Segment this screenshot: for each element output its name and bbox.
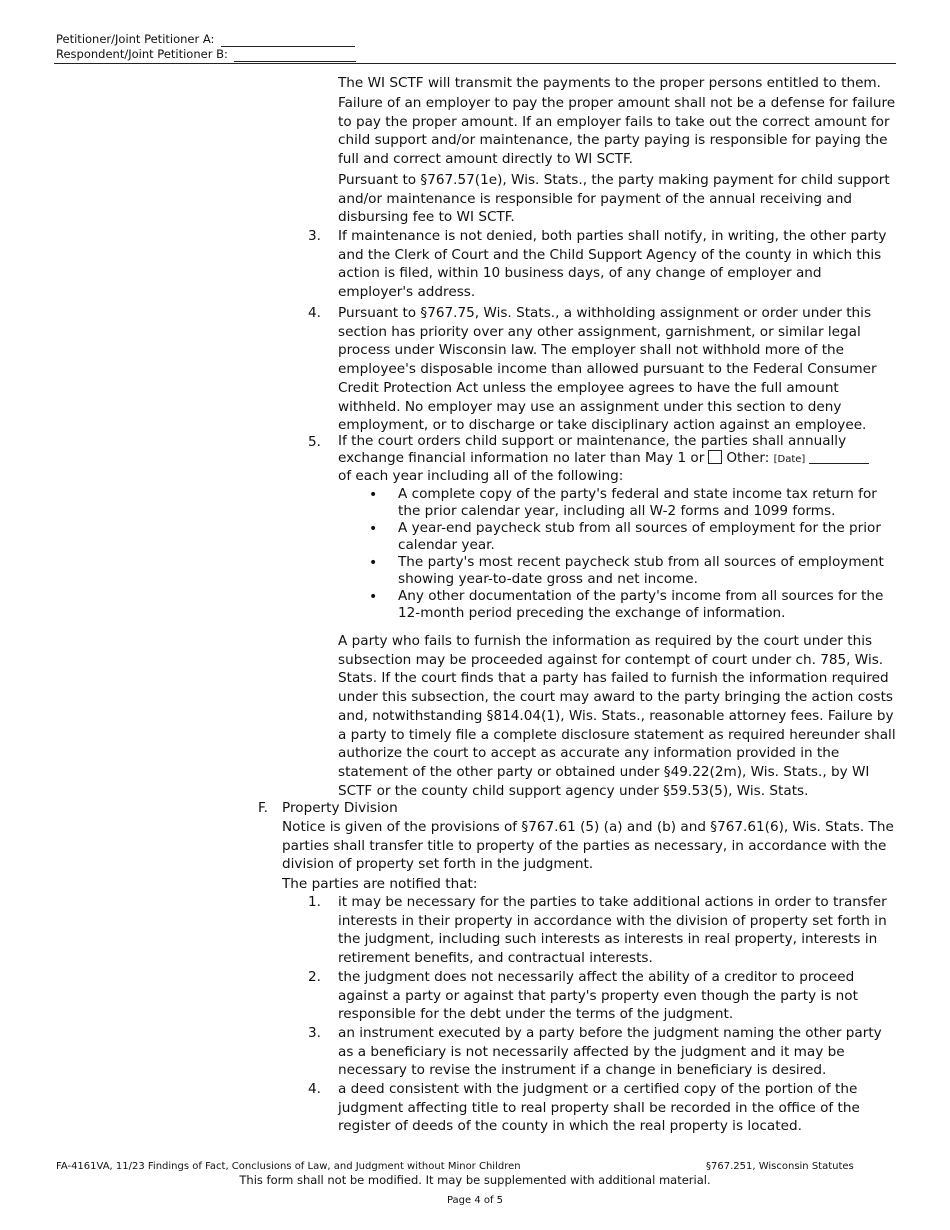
item-number: 1. bbox=[308, 894, 321, 910]
statute-ref: §767.251, Wisconsin Statutes bbox=[706, 1161, 854, 1172]
form-id: FA-4161VA, 11/23 Findings of Fact, Conclusions of Law, and Judgment without Minor Children bbox=[56, 1161, 521, 1172]
date-placeholder: [Date] bbox=[773, 454, 806, 465]
paragraph-employer-failure: Failure of an employer to pay the proper amount shall not be a defense for failure to pay the proper amount. If an employer fails to take out the correct amount for child support and/or maintenance, the party paying is responsible for paying the full and correct amount directly to WI SCTF. bbox=[338, 95, 896, 168]
bullet-icon: • bbox=[369, 555, 378, 571]
item-text-deed: a deed consistent with the judgment or a certified copy of the portion of the judgment affecting title to real property shall be recorded in the office of the register of deeds of the county in which the real property is located. bbox=[338, 1081, 860, 1135]
item-text-notify-employer: If maintenance is not denied, both parties shall notify, in writing, the other party and the Clerk of Court and the Child Support Agency of the county in which this action is filed, within 10 business days, of any change of employer and employer's address. bbox=[338, 228, 887, 301]
item-number: 5. bbox=[308, 434, 321, 450]
other-label: Other: bbox=[726, 450, 770, 466]
petitioner-label: Petitioner/Joint Petitioner A: bbox=[56, 32, 215, 46]
paragraph-property-notice: Notice is given of the provisions of §767.61 (5) (a) and (b) and §767.61(6), Wis. Stats. The parties shall transfer title to property of the parties as necessary, in accordance with the division of property set forth in the judgment. bbox=[282, 819, 894, 873]
paragraph-notified: The parties are notified that: bbox=[282, 876, 478, 892]
other-date-field[interactable] bbox=[809, 451, 869, 464]
page-number: Page 4 of 5 bbox=[446, 1195, 504, 1206]
item-number: 4. bbox=[308, 305, 321, 321]
item-text-creditor: the judgment does not necessarily affect the ability of a creditor to proceed against a party or against that party's property even though the party is not responsible for the debt under the terms of the judgment. bbox=[338, 969, 858, 1023]
bullet-icon: • bbox=[369, 487, 378, 503]
item-text-financial-exchange bbox=[338, 433, 898, 485]
item-text-beneficiary: an instrument executed by a party before the judgment naming the other party as a beneficiary is not necessarily affected by the judgment and it may be necessary to revise the instrument if a change in beneficiary is desired. bbox=[338, 1025, 882, 1079]
header-divider bbox=[54, 63, 896, 64]
item-text-withholding: Pursuant to §767.75, Wis. Stats., a withholding assignment or order under this section has priority over any other assignment, garnishment, or similar legal process under Wisconsin law. The employer shall not withhold more of the employee's disposable income than allowed pursuant to the Federal Consumer Credit Protection Act unless the employee agrees to have the full amount withheld. No employer may use an assignment under this section to deny employment, or to discharge or take disciplinary action against an employee. bbox=[338, 305, 877, 434]
exchange-line-3: of each year including all of the following: bbox=[338, 468, 624, 484]
section-letter: F. bbox=[258, 800, 268, 816]
bullet-year-end-stub: A year-end paycheck stub from all sources of employment for the prior calendar year. bbox=[398, 520, 881, 554]
item-number: 3. bbox=[308, 228, 321, 244]
case-caption bbox=[56, 32, 356, 62]
item-number: 2. bbox=[308, 969, 321, 985]
respondent-name-field[interactable] bbox=[234, 49, 356, 62]
bullet-icon: • bbox=[369, 589, 378, 605]
bullet-icon: • bbox=[369, 521, 378, 537]
item-number: 3. bbox=[308, 1025, 321, 1041]
bullet-recent-stub: The party's most recent paycheck stub from all sources of employment showing year-to-date gross and net income. bbox=[398, 554, 884, 588]
paragraph-contempt: A party who fails to furnish the information as required by the court under this subsection may be proceeded against for contempt of court under ch. 785, Wis. Stats. If the court finds that a party has failed to furnish the information required under this subsection, the court may award to the party bringing the action costs and, notwithstanding §814.04(1), Wis. Stats., reasonable attorney fees. Failure by a party to timely file a complete disclosure statement as required hereunder shall authorize the court to accept as accurate any information provided in the statement of the other party or obtained under §49.22(2m), Wis. Stats., by WI SCTF or the county child support agency under §59.53(5), Wis. Stats. bbox=[338, 633, 896, 799]
other-date-checkbox[interactable] bbox=[708, 450, 722, 464]
section-title: Property Division bbox=[282, 800, 398, 816]
exchange-line-1: If the court orders child support or maintenance, the parties shall annually bbox=[338, 433, 847, 449]
bullet-tax-return: A complete copy of the party's federal and state income tax return for the prior calendar year, including all W-2 forms and 1099 forms. bbox=[398, 486, 877, 520]
bullet-other-documentation: Any other documentation of the party's income from all sources for the 12-month period preceding the exchange of information. bbox=[398, 588, 884, 622]
exchange-line-2: exchange financial information no later than May 1 or bbox=[338, 450, 705, 466]
paragraph-transmit: The WI SCTF will transmit the payments to the proper persons entitled to them. bbox=[338, 75, 881, 91]
respondent-label: Respondent/Joint Petitioner B: bbox=[56, 47, 228, 61]
item-text-transfer-interests: it may be necessary for the parties to take additional actions in order to transfer interests in their property in accordance with the division of property set forth in the judgment, including such interests as interests in real property, interests in retirement benefits, and contractual interests. bbox=[338, 894, 887, 967]
paragraph-receiving-fee: Pursuant to §767.57(1e), Wis. Stats., the party making payment for child support and/or maintenance is responsible for payment of the annual receiving and disbursing fee to WI SCTF. bbox=[338, 172, 890, 226]
item-number: 4. bbox=[308, 1081, 321, 1097]
petitioner-name-field[interactable] bbox=[221, 34, 355, 47]
modification-notice: This form shall not be modified. It may be supplemented with additional material. bbox=[239, 1173, 711, 1187]
